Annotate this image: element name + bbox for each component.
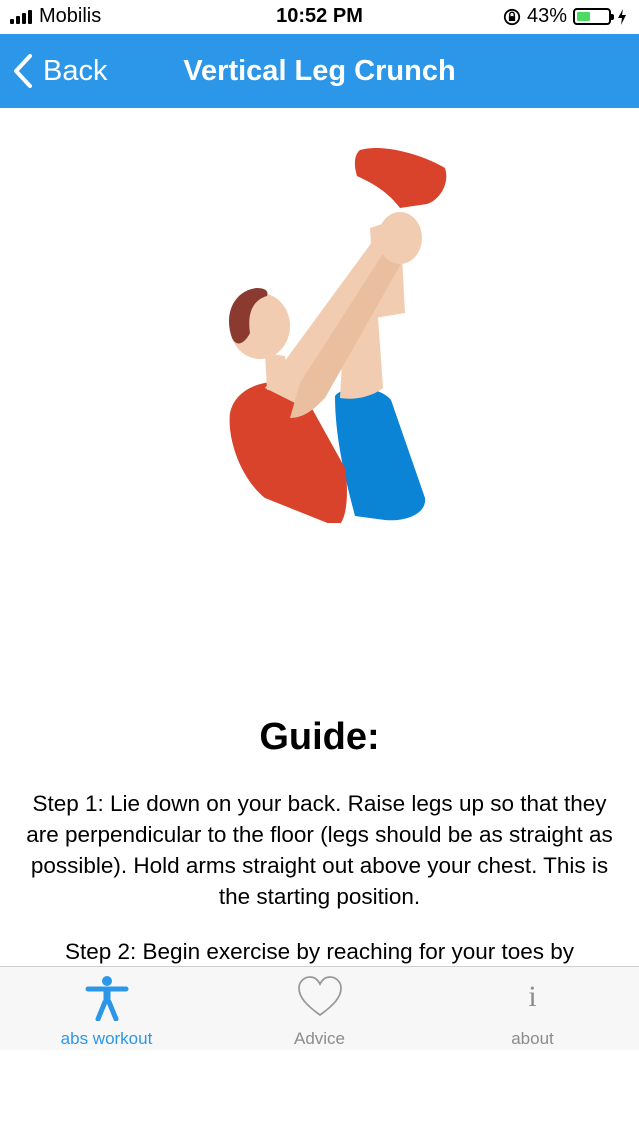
page-title: Vertical Leg Crunch (183, 55, 456, 87)
tab-label: about (511, 1029, 554, 1048)
back-button[interactable] (12, 34, 107, 108)
carrier-name: Mobilis (39, 5, 102, 27)
chevron-left-icon (12, 53, 34, 89)
charging-icon (617, 9, 627, 25)
battery-level (577, 12, 590, 21)
shirt (230, 382, 347, 523)
status-right (503, 5, 627, 28)
battery-percent: 43% (526, 5, 567, 27)
tab-abs-workout[interactable] (0, 967, 213, 1051)
tab-about[interactable] (426, 967, 639, 1051)
navigation-bar (0, 34, 639, 108)
tab-label: Advice (293, 1029, 346, 1048)
person-icon (84, 975, 130, 1021)
guide-step: Step 1: Lie down on your back. Raise legs up so that they are perpendicular to the floor (legs should be as straight as possible). Hold arms straight out above your chest. This is the starting position. (26, 791, 613, 909)
battery-icon (573, 8, 611, 25)
info-icon: i (528, 980, 537, 1013)
content-scroll-area[interactable] (0, 108, 639, 966)
heart-icon (296, 975, 344, 1021)
exercise-illustration (195, 138, 455, 523)
tab-advice[interactable] (213, 967, 426, 1051)
guide-heading: Guide: (259, 716, 380, 758)
shorts (335, 388, 425, 521)
tab-label: abs workout (60, 1029, 153, 1048)
status-time: 10:52 PM (276, 5, 363, 27)
orientation-lock-icon (503, 8, 521, 26)
guide-step: Step 2: Begin exercise by reaching for your toes by (64, 939, 575, 964)
back-label: Back (43, 54, 108, 87)
status-bar (0, 0, 639, 34)
tab-bar (0, 966, 639, 1051)
blank-area (0, 1050, 639, 1136)
shoe (355, 148, 446, 208)
guide-steps (22, 788, 617, 966)
